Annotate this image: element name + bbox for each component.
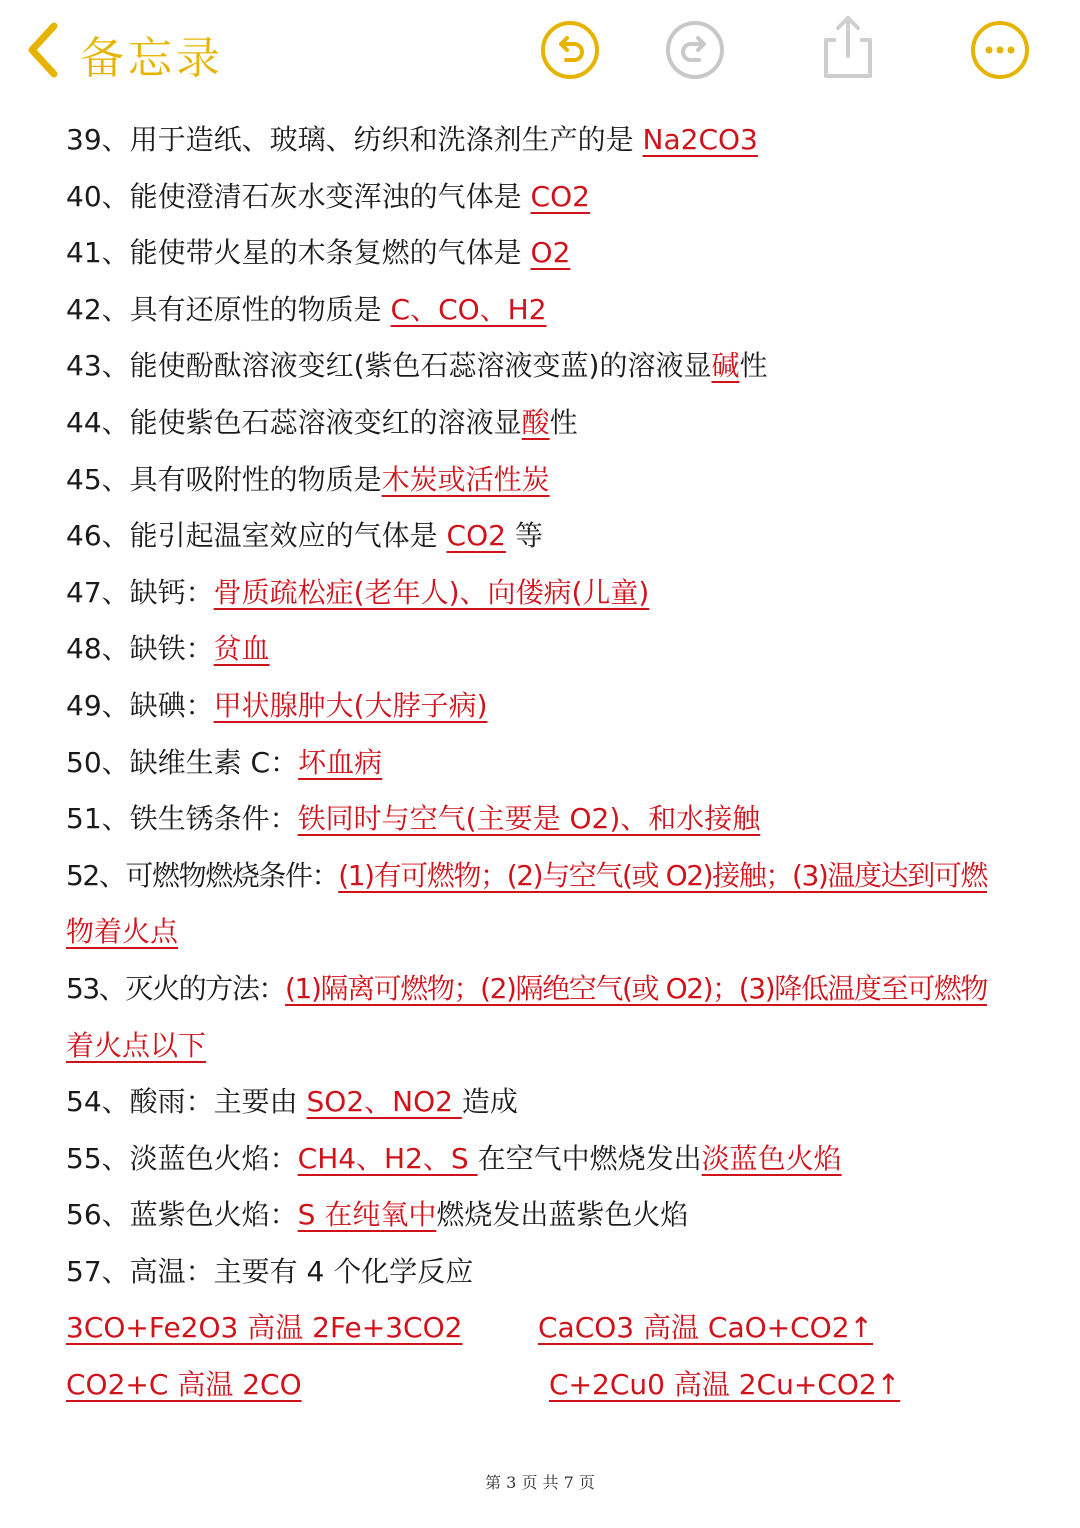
answer-text: Na2CO3 <box>642 123 758 156</box>
answer-text: 贫血 <box>213 632 270 666</box>
answer-text: C、CO、H2 <box>390 292 547 326</box>
answer-text: 骨质疏松症(老年人)、向偻病(儿童) <box>213 575 650 609</box>
note-line: 55、淡蓝色火焰：CH4、H2、S 在空气中燃烧发出淡蓝色火焰 <box>66 1141 842 1175</box>
note-line: 41、能使带火星的木条复燃的气体是 O2 <box>66 236 571 270</box>
note-line: 43、能使酚酞溶液变红(紫色石蕊溶液变蓝)的溶液显碱性 <box>66 349 768 383</box>
note-line: 46、能引起温室效应的气体是 CO2 等 <box>66 519 543 553</box>
note-line: 47、缺钙：骨质疏松症(老年人)、向偻病(儿童) <box>66 575 650 609</box>
undo-icon[interactable] <box>540 20 600 80</box>
more-icon[interactable] <box>970 20 1030 80</box>
note-line: 50、缺维生素 C：坏血病 <box>66 745 383 779</box>
answer-text: 着火点以下 <box>66 1028 207 1062</box>
note-line: 49、缺碘：甲状腺肿大(大脖子病) <box>66 688 488 722</box>
note-line: 42、具有还原性的物质是 C、CO、H2 <box>66 292 547 326</box>
equation-row <box>66 1300 1026 1357</box>
back-button[interactable] <box>22 18 82 82</box>
equation-right: CaCO3 高温 CaO+CO2↑ <box>538 1311 873 1345</box>
equation-left: CO2+C 高温 2CO <box>66 1368 302 1402</box>
note-line: 52、可燃物燃烧条件：(1)有可燃物；(2)与空气(或 O2)接触；(3)温度达到可燃 <box>66 858 988 892</box>
answer-text: 甲状腺肿大(大脖子病) <box>213 688 488 722</box>
answer-text: 铁同时与空气(主要是 O2)、和水接触 <box>297 802 761 836</box>
page-number: 第 3 页 共 7 页 <box>485 1473 595 1492</box>
note-line: 57、高温：主要有 4 个化学反应 <box>66 1254 474 1288</box>
redo-icon[interactable] <box>665 20 725 80</box>
answer-text: 木炭或活性炭 <box>381 462 550 496</box>
equation-row <box>66 1357 1026 1414</box>
note-body[interactable] <box>66 112 1026 1414</box>
note-line: 48、缺铁：贫血 <box>66 632 270 666</box>
note-line: 39、用于造纸、玻璃、纺织和洗涤剂生产的是 Na2CO3 <box>66 123 758 156</box>
equation-left: 3CO+Fe2O3 高温 2Fe+3CO2 <box>66 1311 463 1345</box>
note-line: 56、蓝紫色火焰：S 在纯氧中燃烧发出蓝紫色火焰 <box>66 1198 689 1232</box>
answer-text: CH4、H2、S <box>297 1141 478 1175</box>
note-line <box>66 904 1026 961</box>
answer-text: (1)有可燃物；(2)与空气(或 O2)接触；(3)温度达到可燃 <box>338 858 988 892</box>
answer-text: 淡蓝色火焰 <box>701 1141 842 1175</box>
answer-text: SO2、NO2 <box>306 1085 462 1119</box>
note-line: 40、能使澄清石灰水变浑浊的气体是 CO2 <box>66 179 590 213</box>
note-line: 45、具有吸附性的物质是木炭或活性炭 <box>66 462 550 496</box>
note-line: 44、能使紫色石蕊溶液变红的溶液显酸性 <box>66 405 578 439</box>
note-line: 53、灭火的方法：(1)隔离可燃物；(2)隔绝空气(或 O2)；(3)降低温度至可燃物 <box>66 971 988 1005</box>
note-line <box>66 1018 1026 1075</box>
answer-text: (1)隔离可燃物；(2)隔绝空气(或 O2)；(3)降低温度至可燃物 <box>285 971 988 1005</box>
back-chevron-icon[interactable] <box>22 20 62 80</box>
answer-text: S 在纯氧中 <box>297 1198 437 1232</box>
answer-text: CO2 <box>446 519 506 553</box>
note-line: 51、铁生锈条件：铁同时与空气(主要是 O2)、和水接触 <box>66 802 761 836</box>
answer-text: CO2 <box>530 179 590 213</box>
answer-text: 物着火点 <box>66 915 179 949</box>
back-label[interactable]: 备忘录 <box>80 33 224 84</box>
equation-right: C+2Cu0 高温 2Cu+CO2↑ <box>549 1368 901 1402</box>
share-icon[interactable] <box>818 12 878 82</box>
answer-text: O2 <box>530 236 571 270</box>
answer-text: 碱 <box>711 349 740 383</box>
answer-text: 坏血病 <box>298 745 383 779</box>
answer-text: 酸 <box>521 405 550 439</box>
navigation-bar <box>0 0 1080 100</box>
note-line: 54、酸雨：主要由 SO2、NO2 造成 <box>66 1085 518 1119</box>
